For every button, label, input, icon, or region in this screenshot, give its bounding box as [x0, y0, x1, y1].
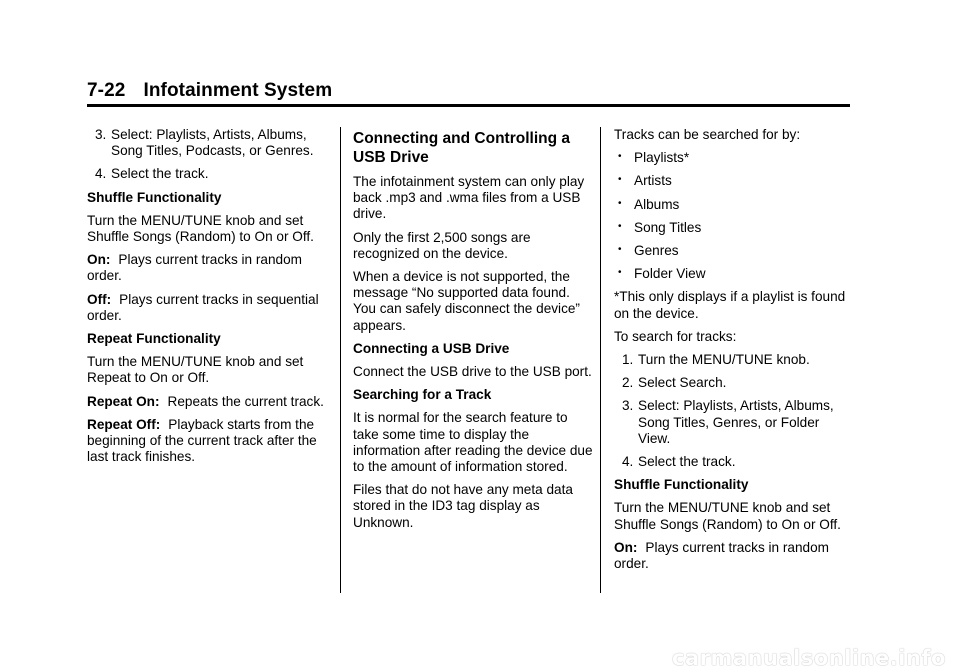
- search-by-intro: Tracks can be searched for by:: [614, 127, 801, 142]
- on-paragraph-2: [614, 540, 854, 572]
- usb-paragraph-2: Only the first 2,500 songs are recognized on the device.: [353, 229, 531, 261]
- page-header: [87, 80, 332, 102]
- searching-heading: Searching for a Track: [353, 387, 492, 403]
- on-label-2: On:: [614, 539, 638, 555]
- repeat-text: Turn the MENU/TUNE knob and set Repeat to On or Off.: [87, 354, 304, 386]
- searching-text: It is normal for the search feature to take some time to display the information after reading the device due to the amount of information stored.: [353, 410, 593, 475]
- step-4: 4. Select the track.: [95, 166, 209, 182]
- list-item: [614, 173, 854, 189]
- page-number: 7-22: [87, 80, 126, 101]
- search-intro: To search for tracks:: [614, 328, 737, 344]
- header-rule: [87, 104, 850, 107]
- section-title: Infotainment System: [143, 80, 333, 101]
- list-item-text: Albums: [634, 196, 680, 212]
- list-item-text: Artists: [634, 173, 672, 189]
- column-divider-right: [600, 127, 601, 593]
- search-step-1-text: Turn the MENU/TUNE knob.: [638, 352, 810, 368]
- list-item: [614, 197, 854, 213]
- search-step-4: 4. Select the track.: [622, 454, 736, 470]
- list-item: [614, 150, 854, 166]
- bullet-icon: •: [618, 151, 622, 163]
- on-label: On:: [87, 252, 111, 268]
- shuffle-text-2: Turn the MENU/TUNE knob and set Shuffle Songs (Random) to On or Off.: [614, 500, 841, 532]
- repeat-off-paragraph: [87, 417, 330, 466]
- list-item: [614, 243, 854, 259]
- list-item-text: Folder View: [634, 266, 706, 282]
- on-text: Plays current tracks in random order.: [87, 252, 302, 284]
- off-paragraph: [87, 292, 330, 324]
- search-step-4-text: Select the track.: [638, 454, 736, 470]
- connecting-heading: Connecting a USB Drive: [353, 340, 510, 356]
- shuffle-text: Turn the MENU/TUNE knob and set Shuffle Songs (Random) to On or Off.: [87, 212, 314, 245]
- list-item-text: Song Titles: [634, 219, 702, 235]
- on-text-2: Plays current tracks in random order.: [614, 539, 829, 572]
- repeat-on-label: Repeat On:: [87, 393, 160, 409]
- shuffle-heading-2: Shuffle Functionality: [614, 477, 749, 493]
- usb-paragraph-1: The infotainment system can only play back .mp3 and .wma files from a USB drive.: [353, 174, 585, 222]
- bullet-icon: •: [618, 267, 622, 279]
- repeat-on-paragraph: [87, 394, 330, 410]
- off-text: Plays current tracks in sequential order.: [87, 291, 319, 323]
- repeat-off-text: Playback starts from the beginning of the current track after the last track finishes.: [87, 416, 317, 465]
- repeat-off-label: Repeat Off:: [87, 416, 161, 432]
- connecting-text: Connect the USB drive to the USB port.: [353, 364, 592, 380]
- list-item-text: Genres: [634, 243, 679, 259]
- list-item: [614, 220, 854, 236]
- step-3-text: Select: Playlists, Artists, Albums, Song Titles, Podcasts, or Genres.: [111, 127, 314, 159]
- search-step-2-text: Select Search.: [638, 375, 727, 391]
- watermark: carmanualsonline.info: [672, 646, 946, 670]
- column-middle: [353, 129, 593, 538]
- search-step-1: 1. Turn the MENU/TUNE knob.: [622, 352, 810, 368]
- shuffle-heading: Shuffle Functionality: [87, 189, 222, 205]
- search-criteria-list: [614, 150, 854, 282]
- search-step-3-text: Select: Playlists, Artists, Albums, Song Titles, Genres, or Folder View.: [638, 398, 834, 446]
- files-text: Files that do not have any meta data stored in the ID3 tag display as Unknown.: [353, 482, 573, 530]
- list-item: [614, 266, 854, 282]
- step-4-text: Select the track.: [111, 166, 209, 182]
- repeat-on-text: Repeats the current track.: [167, 393, 324, 409]
- column-right: [614, 127, 854, 579]
- step-3: 3. Select: Playlists, Artists, Albums, Song Titles, Podcasts, or Genres.: [95, 127, 314, 159]
- bullet-icon: •: [618, 220, 622, 232]
- usb-paragraph-3: When a device is not supported, the message “No supported data found. You can safely disconnect the device” appears.: [353, 269, 580, 333]
- bullet-icon: •: [618, 197, 622, 209]
- bullet-icon: •: [618, 244, 622, 256]
- on-paragraph: [87, 252, 330, 284]
- usb-section-heading: Connecting and Controlling a USB Drive: [353, 130, 570, 166]
- list-item-text: Playlists*: [634, 150, 690, 166]
- repeat-heading: Repeat Functionality: [87, 331, 221, 347]
- off-label: Off:: [87, 291, 112, 307]
- bullet-icon: •: [618, 174, 622, 186]
- search-step-3: 3. Select: Playlists, Artists, Albums, Song Titles, Genres, or Folder View.: [622, 398, 834, 446]
- column-divider-left: [340, 127, 341, 593]
- search-step-2: 2. Select Search.: [622, 375, 727, 391]
- column-left: [87, 127, 330, 472]
- playlist-note: *This only displays if a playlist is found on the device.: [614, 289, 846, 321]
